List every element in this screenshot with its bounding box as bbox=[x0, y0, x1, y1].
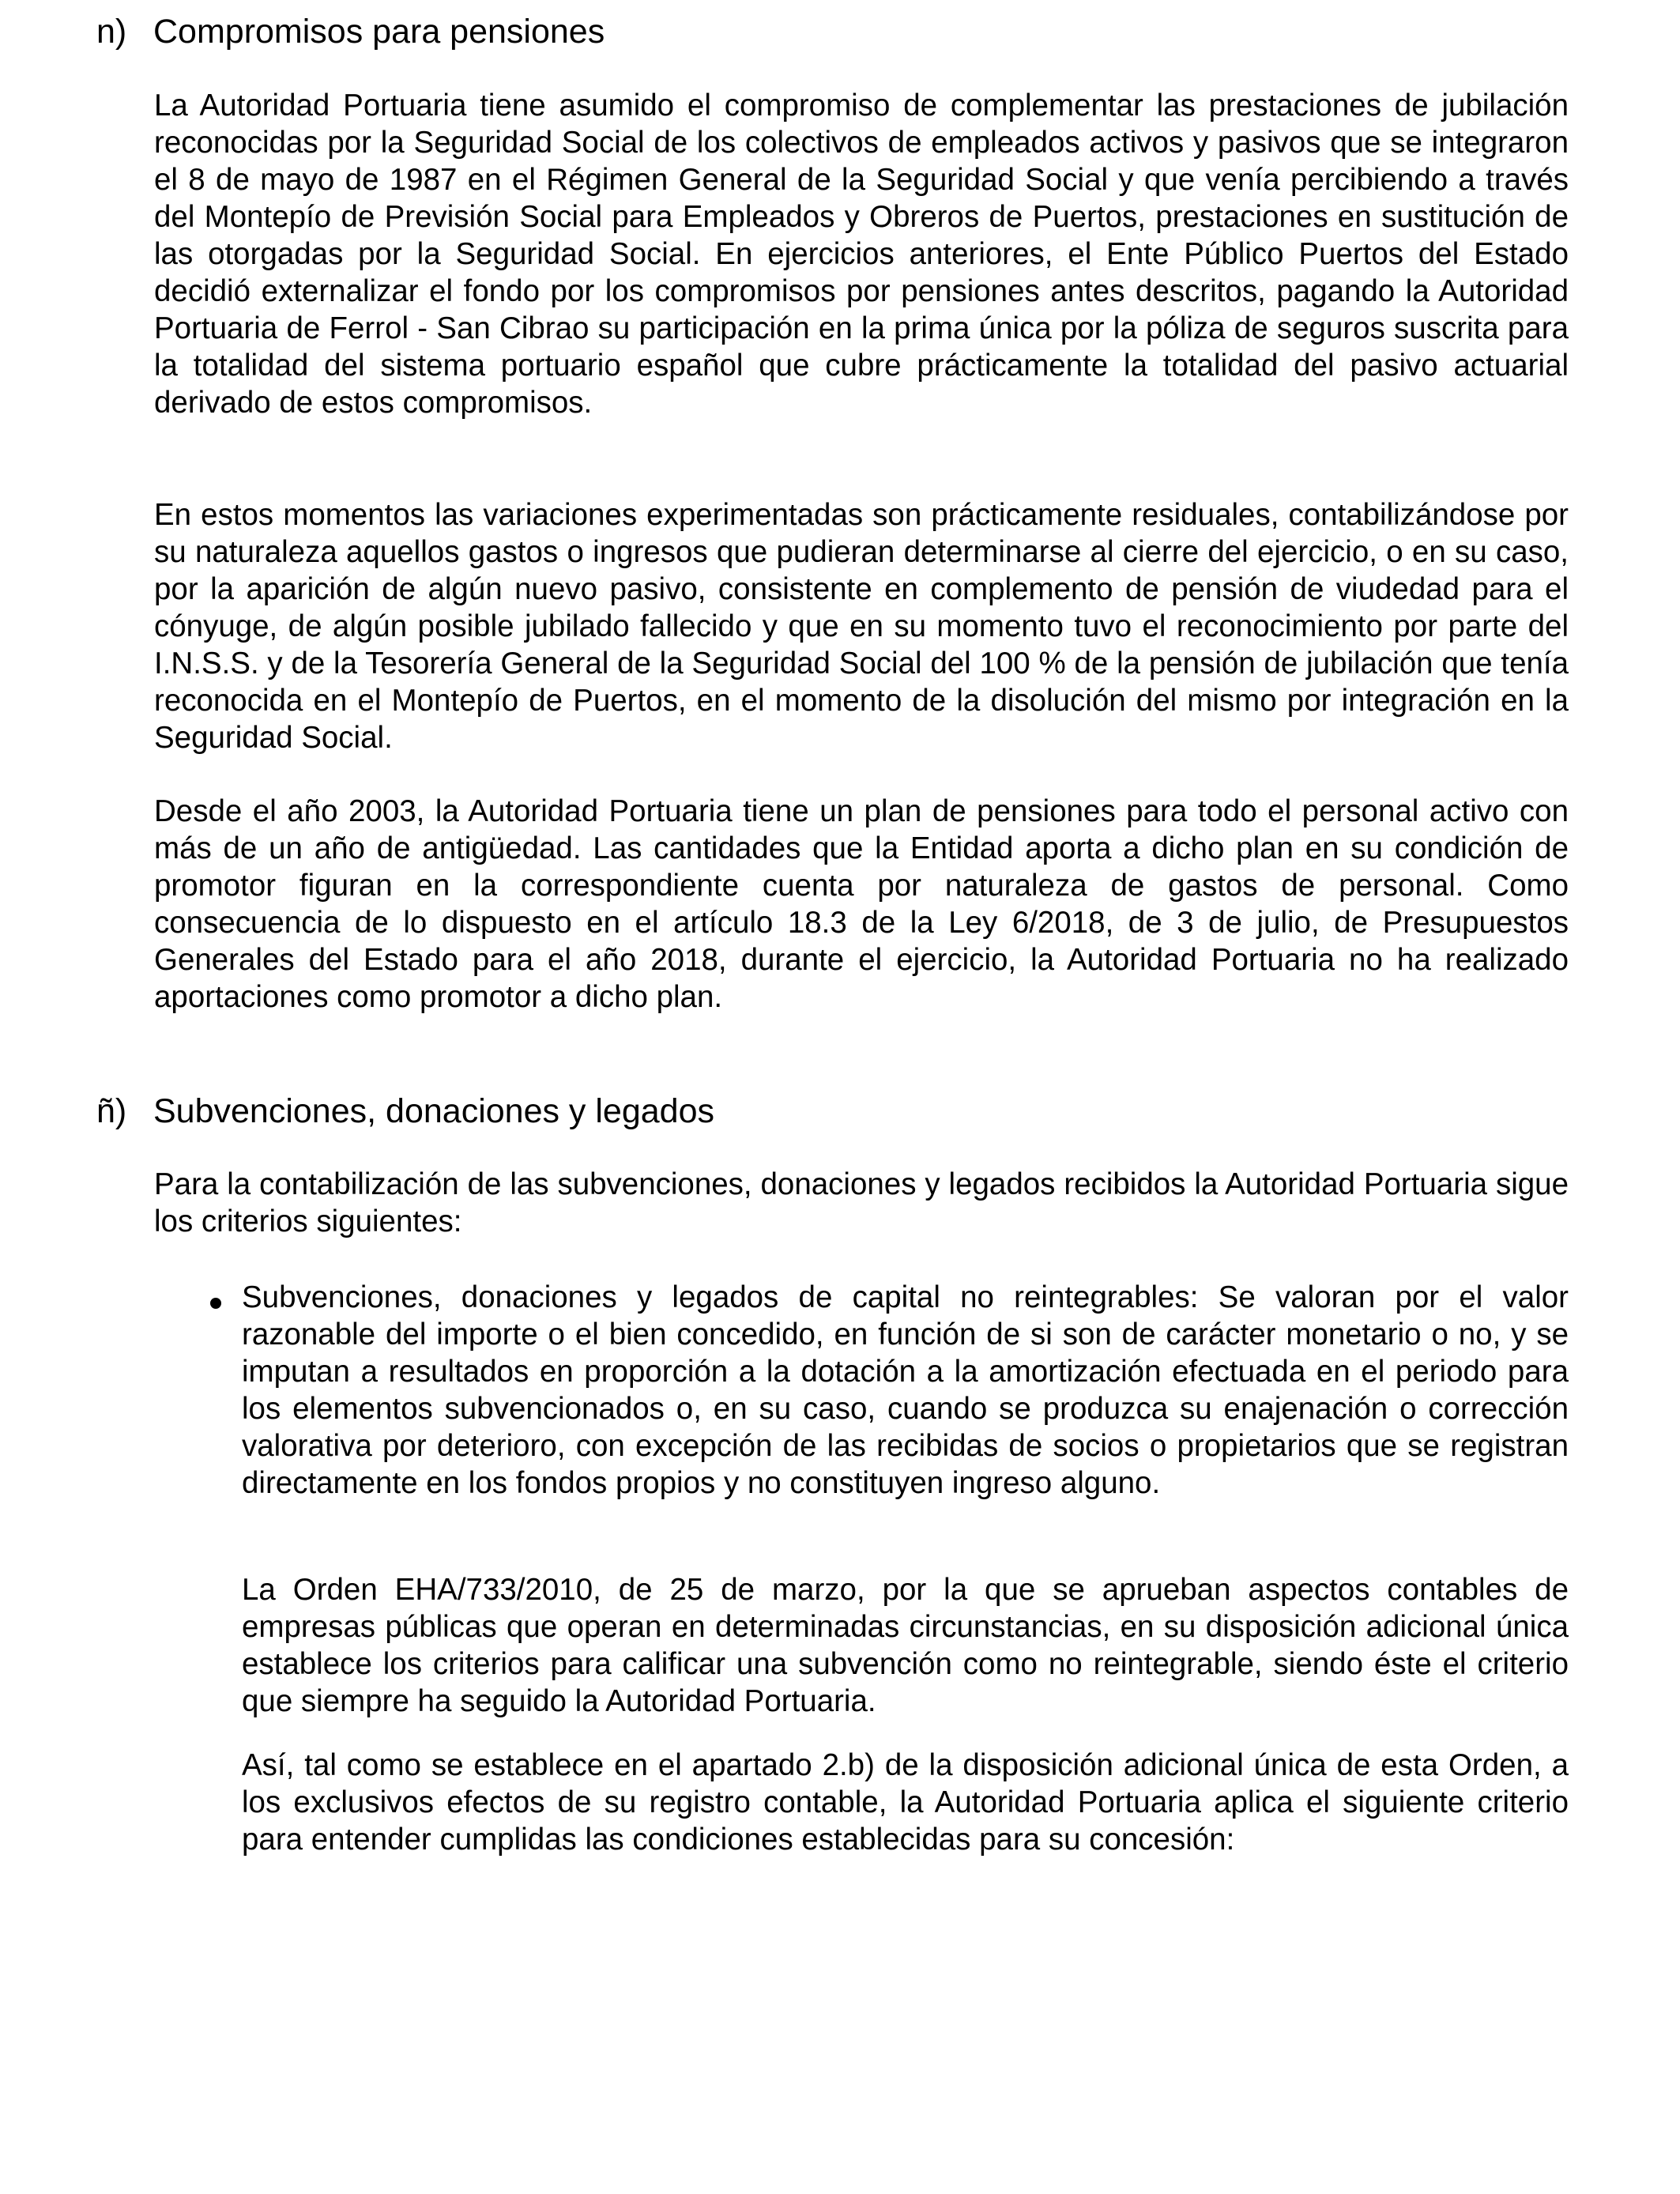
paragraph-variaciones: En estos momentos las variaciones experimentadas son prácticamente residuales, contabilizándose por su naturaleza aquellos gastos o ingresos que pudieran determinarse al cierre del ejercicio, o en su caso, por la aparición de algún nuevo pasivo, consistente en complemento de pensión de viudedad para el cónyuge, de algún posible jubilado fallecido y que en su momento tuvo el reconocimiento por parte del I.N.S.S. y de la Tesorería General de la Seguridad Social del 100 % de la pensión de jubilación que tenía reconocida en el Montepío de Puertos, en el momento de la disolución del mismo por integración en la Seguridad Social. bbox=[154, 498, 1569, 755]
paragraph-criterio: Así, tal como se establece en el apartado 2.b) de la disposición adicional única de esta Orden, a los exclusivos efectos de su registro contable, la Autoridad Portuaria aplica el siguiente criterio para entender cumplidas las condiciones establecidas para su concesión: bbox=[242, 1748, 1569, 1857]
section-heading-pensiones bbox=[96, 11, 605, 52]
section-title: Compromisos para pensiones bbox=[153, 13, 605, 51]
list-item-subvenciones-capital: Subvenciones, donaciones y legados de capital no reintegrables: Se valoran por el valor razonable del importe o el bien concedido, en función de si son de carácter monetario o no, y se imputan a resultados en proporción a la dotación a la amortización efectuada en el periodo para los elementos subvencionados o, en su caso, cuando se produzca su enajenación o corrección valorativa por deterioro, con excepción de las recibidas de socios o propietarios que se registran directamente en los fondos propios y no constituyen ingreso alguno. bbox=[242, 1280, 1569, 1500]
paragraph-compromiso: La Autoridad Portuaria tiene asumido el compromiso de complementar las prestaciones de jubilación reconocidas por la Seguridad Social de los colectivos de empleados activos y pasivos que se integraron el 8 de mayo de 1987 en el Régimen General de la Seguridad Social y que venía percibiendo a través del Montepío de Previsión Social para Empleados y Obreros de Puertos, prestaciones en sustitución de las otorgadas por la Seguridad Social. En ejercicios anteriores, el Ente Público Puertos del Estado decidió externalizar el fondo por los compromisos por pensiones antes descritos, pagando la Autoridad Portuaria de Ferrol - San Cibrao su participación en la prima única por la póliza de seguros suscrita para la totalidad del sistema portuario español que cubre prácticamente la totalidad del pasivo actuarial derivado de estos compromisos. bbox=[154, 89, 1569, 420]
bullet-icon bbox=[210, 1298, 221, 1309]
section-marker: ñ) bbox=[96, 1092, 127, 1130]
paragraph-plan-pensiones: Desde el año 2003, la Autoridad Portuaria tiene un plan de pensiones para todo el personal activo con más de un año de antigüedad. Las cantidades que la Entidad aporta a dicho plan en su condición de promotor figuran en la correspondiente cuenta por naturaleza de gastos de personal. Como consecuencia de lo dispuesto en el artículo 18.3 de la Ley 6/2018, de 3 de julio, de Presupuestos Generales del Estado para el año 2018, durante el ejercicio, la Autoridad Portuaria no ha realizado aportaciones como promotor a dicho plan. bbox=[154, 794, 1569, 1014]
section-marker: n) bbox=[96, 13, 127, 51]
paragraph-intro: Para la contabilización de las subvenciones, donaciones y legados recibidos la Autoridad Portuaria sigue los criterios siguientes: bbox=[154, 1167, 1569, 1238]
section-title: Subvenciones, donaciones y legados bbox=[153, 1092, 715, 1130]
section-heading-subvenciones bbox=[96, 1091, 714, 1132]
paragraph-orden-eha: La Orden EHA/733/2010, de 25 de marzo, por la que se aprueban aspectos contables de empresas públicas que operan en determinadas circunstancias, en su disposición adicional única establece los criterios para calificar una subvención como no reintegrable, siendo éste el criterio que siempre ha seguido la Autoridad Portuaria. bbox=[242, 1573, 1569, 1718]
